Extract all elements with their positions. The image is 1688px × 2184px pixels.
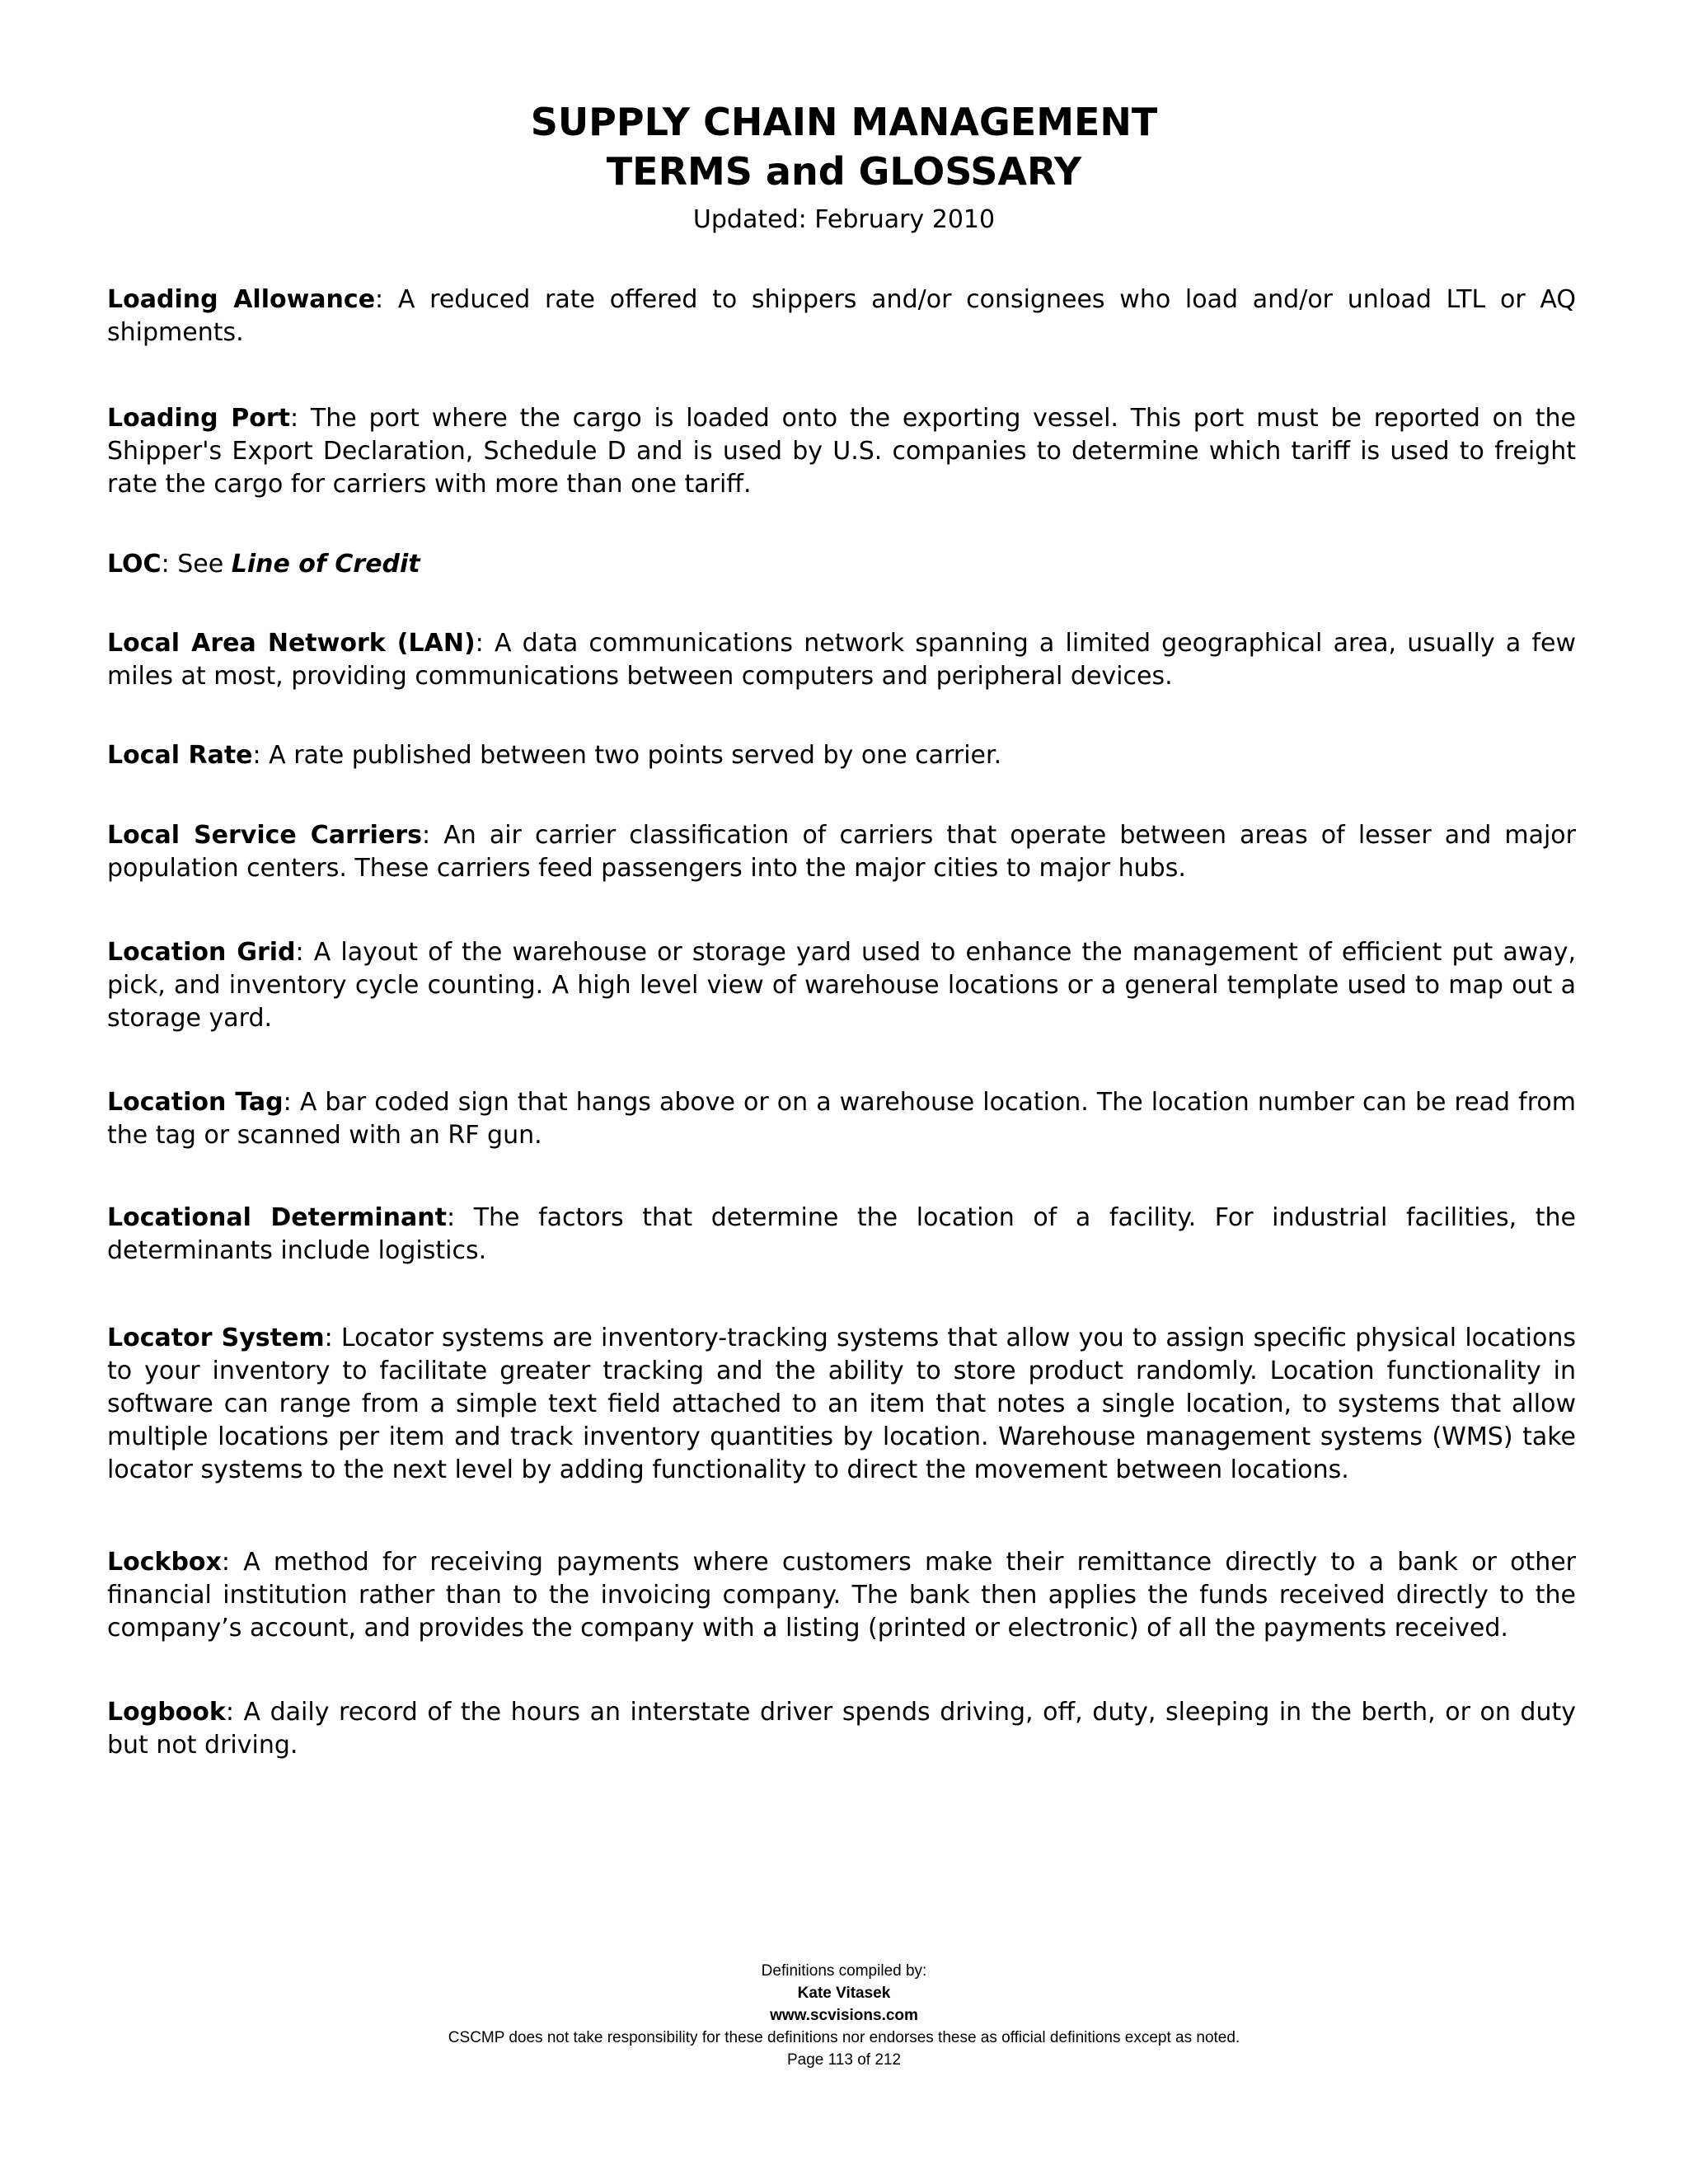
term-separator: : [421,821,444,850]
glossary-term: Location Grid [107,938,296,967]
glossary-term: LOC [107,550,162,579]
term-separator: : [283,1088,300,1117]
glossary-term: Local Rate [107,741,253,770]
glossary-term: Loading Allowance [107,285,376,314]
glossary-entry [107,1696,1576,1762]
glossary-entry [107,739,1576,772]
term-separator: : [475,629,495,658]
glossary-definition: Locator systems are inventory-tracking systems that allow you to assign specific physical locations to your inventory to facilitate greater tracking and the ability to store product randomly. Location functionality in software can range from a simple text field attached to an item that notes a single location, to systems that allow multiple locations per item and track inventory quantities by location. Warehouse management systems (WMS) take locator systems to the next level by adding functionality to direct the movement between locations. [107,1324,1576,1484]
glossary-definition: A daily record of the hours an interstate driver spends driving, off, duty, sleeping in the berth, or on duty but not driving. [107,1698,1576,1760]
glossary-definition: A rate published between two points served by one carrier. [269,741,1002,770]
glossary-entry [107,1546,1576,1645]
glossary-term: Locational Determinant [107,1203,447,1232]
glossary-entry [107,936,1576,1035]
website-link[interactable]: www.scvisions.com [770,2007,918,2024]
glossary-entry [107,548,1576,581]
glossary-definition: See [177,550,232,579]
glossary-definition: An air carrier classification of carriers that operate between areas of lesser and major population centers. These carriers feed passengers into the major cities to major hubs. [107,821,1576,883]
glossary-entry [107,819,1576,885]
glossary-entry [107,284,1576,349]
term-separator: : [446,1203,474,1232]
glossary-entry [107,1086,1576,1152]
term-separator: : [295,938,314,967]
glossary-definition: A method for receiving payments where customers make their remittance directly to a bank or other financial institution rather than to the invoicing company. The bank then applies the funds received directly to the company’s account, and provides the company with a listing (printed or electronic) of all the payments received. [107,1548,1576,1643]
glossary-definition: A data communications network spanning a limited geographical area, usually a few miles at most, providing communications between computers and peripheral devices. [107,629,1576,691]
compiled-by: Definitions compiled by: [761,1962,927,1980]
page-footer [0,1960,1688,2071]
cross-reference: Line of Credit [231,550,420,579]
glossary-entry [107,1202,1576,1268]
term-separator: : [225,1698,244,1727]
glossary-term: Local Service Carriers [107,821,422,850]
term-separator: : [289,404,311,433]
updated-date: Updated: February 2010 [692,205,996,234]
page-title-line-2: TERMS and GLOSSARY [606,149,1082,194]
glossary-term: Location Tag [107,1088,284,1117]
glossary-entries [107,284,1576,1762]
glossary-term: Logbook [107,1698,226,1727]
glossary-entry [107,402,1576,501]
disclaimer: CSCMP does not take responsibility for these definitions nor endorses these as official definitions except as noted. [448,2029,1240,2046]
glossary-definition: A layout of the warehouse or storage yard used to enhance the management of efficient put away, pick, and inventory cycle counting. A high level view of warehouse locations or a general template used to map out a storage yard. [107,938,1577,1033]
glossary-definition: The factors that determine the location of a facility. For industrial facilities, the determinants include logistics. [107,1203,1576,1265]
page-number: Page 113 of 212 [786,2051,902,2069]
page-header [0,97,1688,237]
term-separator: : [161,550,178,579]
author-name: Kate Vitasek [797,1985,891,2002]
glossary-entry [107,627,1576,693]
glossary-entry [107,1322,1576,1487]
term-separator: : [324,1324,341,1352]
glossary-term: Loading Port [107,404,290,433]
page-title-line-1: SUPPLY CHAIN MANAGEMENT [530,100,1158,144]
glossary-term: Locator System [107,1324,325,1352]
term-separator: : [375,285,398,314]
glossary-definition: A reduced rate offered to shippers and/or consignees who load and/or unload LTL or AQ shipments. [107,285,1576,347]
glossary-definition: The port where the cargo is loaded onto the exporting vessel. This port must be reported on the Shipper's Export Declaration, Schedule D and is used by U.S. companies to determine which tariff is used to freight rate the cargo for carriers with more than one tariff. [107,404,1576,499]
glossary-term: Local Area Network (LAN) [107,629,476,658]
term-separator: : [221,1548,244,1577]
glossary-definition: A bar coded sign that hangs above or on a warehouse location. The location number can be read from the tag or scanned with an RF gun. [107,1088,1576,1150]
glossary-term: Lockbox [107,1548,222,1577]
term-separator: : [252,741,270,770]
